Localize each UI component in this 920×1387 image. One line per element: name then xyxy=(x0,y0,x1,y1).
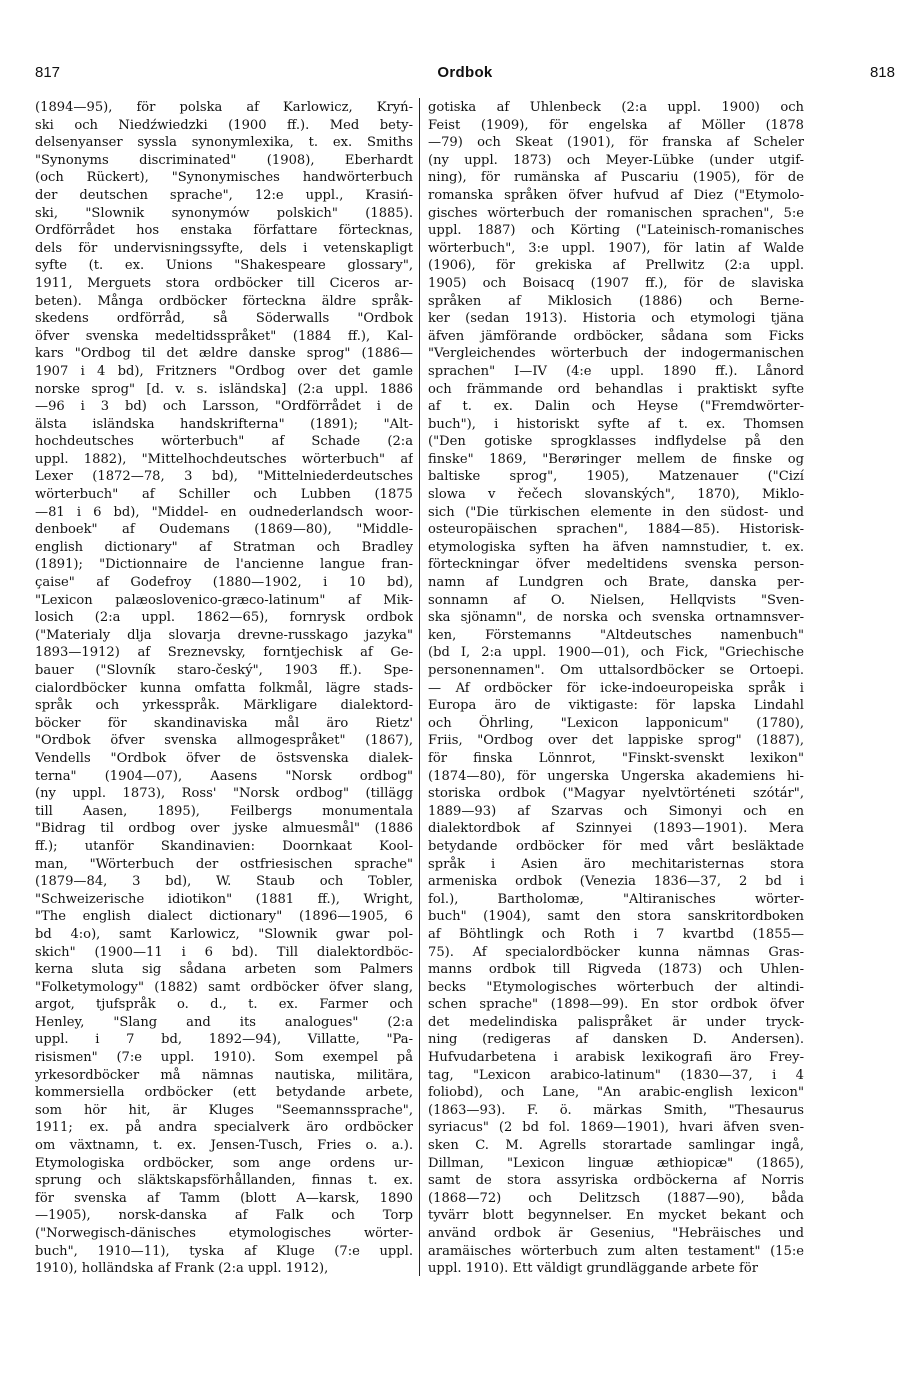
text-line: sken C. M. Agrells storartade samlingar ingå, xyxy=(428,1138,804,1154)
text-line: —1905), norsk-danska af Falk och Torp xyxy=(35,1208,413,1224)
text-line: uppl. 1882), "Mittelhochdeutsches wörterbuch" af xyxy=(35,451,413,467)
text-column-right xyxy=(428,99,804,1279)
text-line: 1911, Merguets stora ordböcker till Ciceros ar- xyxy=(35,275,413,291)
text-line: (1891); "Dictionnaire de l'ancienne langue fran- xyxy=(35,557,413,573)
text-line: Lexer (1872—78, 3 bd), "Mittelniederdeutsches xyxy=(35,469,413,485)
text-line: schen sprache" (1898—99). En stor ordbok öfver xyxy=(428,997,804,1013)
text-line: (ny uppl. 1873), Ross' "Norsk ordbog" (tillägg xyxy=(35,786,413,802)
text-line: älsta isländska handskrifterna" (1891); "Alt- xyxy=(35,416,413,432)
text-line: Ordförrådet hos enstaka författare förtecknas, xyxy=(35,223,413,239)
text-line: samt de stora assyriska ordböckerna af Norris xyxy=(428,1173,804,1189)
text-line: ning (redigeras af dansken D. Andersen). xyxy=(428,1032,804,1048)
text-line: uppl. 1887) och Körting ("Lateinisch-romanisches xyxy=(428,223,804,239)
text-line: Hufvudarbetena i arabisk lexikografi äro Frey- xyxy=(428,1050,804,1066)
page-number-right: 818 xyxy=(869,64,895,81)
text-line: buch", 1910—11), tyska af Kluge (7:e uppl. xyxy=(35,1243,413,1259)
text-line: Etymologiska ordböcker, som ange ordens ur- xyxy=(35,1155,413,1171)
text-line: tag, "Lexicon arabico-latinum" (1830—37, i 4 xyxy=(428,1067,804,1083)
text-line: ("Norwegisch-dänisches etymologisches wörter- xyxy=(35,1226,413,1241)
text-line: använd ordbok är Gesenius, "Hebräisches und xyxy=(428,1226,804,1241)
text-line: Vendells "Ordbok öfver de östsvenska dialek- xyxy=(35,750,413,766)
text-line: yrkesordböcker må nämnas nautiska, militära, xyxy=(35,1067,413,1083)
text-line: dels för undervisningssyfte, dels i vetenskapligt xyxy=(35,240,413,256)
text-line: ski och Niedźwiedzki (1900 ff.). Med bety- xyxy=(35,117,413,133)
text-line: (och Rückert), "Synonymisches handwörterbuch xyxy=(35,170,413,186)
text-line: språk i Asien äro mechitaristernas stora xyxy=(428,856,804,872)
text-line: der deutschen sprache", 12:e uppl., Krasiń- xyxy=(35,187,413,203)
text-line: Friis, "Ordbog over det lappiske sprog" (1887), xyxy=(428,733,804,749)
text-line: sich ("Die türkischen elemente in den südost- und xyxy=(428,504,804,520)
text-line: osteuropäischen sprachen", 1884—85). Historisk- xyxy=(428,522,804,538)
text-line: slowa v řečech slovanských", 1870), Miklo- xyxy=(428,487,804,503)
text-line: gotiska af Uhlenbeck (2:a uppl. 1900) och xyxy=(428,100,804,115)
text-line: —96 i 3 bd) och Larsson, "Ordförrådet i de xyxy=(35,399,413,415)
text-line: ("Den gotiske sprogklasses indflydelse på den xyxy=(428,434,804,450)
text-line: ff.); utanför Skandinavien: Doornkaat Kool- xyxy=(35,838,413,854)
text-line: skich" (1900—11 i 6 bd). Till dialektordböc- xyxy=(35,944,413,960)
text-line: "Bidrag til ordbog over jyske almuesmål" (1886 xyxy=(35,821,413,837)
text-line: om växtnamn, t. ex. Jensen-Tusch, Fries o. a.). xyxy=(35,1138,413,1154)
text-line: språken af Miklosich (1886) och Berne- xyxy=(428,293,804,309)
text-line: 1911; ex. på andra specialverk äro ordböcker xyxy=(35,1120,413,1136)
text-line: betydande ordböcker för med vårt besläktade xyxy=(428,838,804,854)
text-line: Europa äro de viktigaste: för lapska Lindahl xyxy=(428,698,804,714)
text-line: losich (2:a uppl. 1862—65), fornrysk ordbok xyxy=(35,610,413,626)
text-line: af Böhtlingk och Roth i 7 kvartbd (1855— xyxy=(428,926,804,942)
text-line: romanska språken öfver hufvud af Diez ("Etymolo- xyxy=(428,187,804,203)
text-line: sonnamn af O. Nielsen, Hellqvists "Sven- xyxy=(428,592,804,608)
text-line: —79) och Skeat (1901), för franska af Scheler xyxy=(428,135,804,151)
text-line: Feist (1909), för engelska af Möller (1878 xyxy=(428,117,804,133)
text-line: baltiske sprog", 1905), Matzenauer ("Cizí xyxy=(428,469,804,485)
text-line: kars "Ordbog til det ældre danske sprog" (1886— xyxy=(35,346,413,362)
text-line: (1863—93). F. ö. märkas Smith, "Thesaurus xyxy=(428,1102,804,1118)
text-line: ken, Förstemanns "Altdeutsches namenbuch" xyxy=(428,627,804,643)
column-divider xyxy=(419,98,420,1276)
text-line: norske sprog" [d. v. s. isländska] (2:a uppl. 1886 xyxy=(35,381,413,397)
text-line: 1893—1912) af Sreznevsky, forntjechisk af Ge- xyxy=(35,645,413,661)
text-line: personennamen". Om uttalsordböcker se Ortoepi. xyxy=(428,663,804,678)
text-line: kommersiella ordböcker (ett betydande arbete, xyxy=(35,1085,413,1101)
text-line: ning), för rumänska af Puscariu (1905), för de xyxy=(428,170,804,186)
text-line: storiska ordbok ("Magyar nyelvtörténeti szótár", xyxy=(428,786,804,802)
text-line: etymologiska syften ha äfven namnstudier, t. ex. xyxy=(428,539,804,555)
text-line: hochdeutsches wörterbuch" af Schade (2:a xyxy=(35,434,413,450)
text-line: "The english dialect dictionary" (1896—1905, 6 xyxy=(35,909,413,925)
text-line: språk och yrkesspråk. Märkligare dialektord- xyxy=(35,698,413,714)
text-line: och främmande ord behandlas i praktiskt syfte xyxy=(428,381,804,397)
text-line: böcker för skandinaviska mål äro Rietz' xyxy=(35,715,413,731)
text-line: foliobd), och Lane, "An arabic-english lexicon" xyxy=(428,1085,804,1101)
text-line: (1879—84, 3 bd), W. Staub och Tobler, xyxy=(35,874,413,890)
text-line: çaise" af Godefroy (1880—1902, i 10 bd), xyxy=(35,575,413,591)
text-line: (1906), för grekiska af Prellwitz (2:a uppl. xyxy=(428,258,804,274)
text-line: (1868—72) och Delitzsch (1887—90), båda xyxy=(428,1190,804,1206)
text-line: äfven jämförande ordböcker, sådana som Ficks xyxy=(428,328,804,344)
text-line: 1905) och Boisacq (1907 ff.), för de slaviska xyxy=(428,275,804,291)
text-line: 1907 i 4 bd), Fritzners "Ordbog over det gamle xyxy=(35,363,413,379)
text-line: bd 4:o), samt Karlowicz, "Slownik gwar pol- xyxy=(35,926,413,942)
text-line: ("Materialy dlja slovarja drevne-russkago jazyka" xyxy=(35,627,413,643)
text-line: "Folketymology" (1882) samt ordböcker öfver slang, xyxy=(35,979,413,995)
text-line: bauer ("Slovník staro-český", 1903 ff.). Spe- xyxy=(35,663,413,678)
text-line: uppl. 1910). Ett väldigt grundläggande arbete för xyxy=(428,1261,759,1277)
text-column-left xyxy=(35,99,413,1279)
text-line: sprachen" I—IV (4:e uppl. 1890 ff.). Lånord xyxy=(428,363,804,379)
text-line: ker (sedan 1913). Historia och etymologi tjäna xyxy=(428,311,804,327)
text-line: gisches wörterbuch der romanischen sprachen", 5:e xyxy=(428,205,804,221)
text-line: argot, tjufspråk o. d., t. ex. Farmer och xyxy=(35,997,413,1013)
text-line: wörterbuch" af Schiller och Lubben (1875 xyxy=(35,487,413,503)
text-line: kerna sluta sig sådana arbeten som Palmers xyxy=(35,962,413,978)
text-line: för svenska af Tamm (blott A—karsk, 1890 xyxy=(35,1190,413,1206)
text-line: ska sjönamn", de norska och svenska ortnamnsver- xyxy=(428,610,804,626)
text-line: Henley, "Slang and its analogues" (2:a xyxy=(35,1014,413,1030)
text-line: "Ordbok öfver svenska allmogespråket" (1867), xyxy=(35,733,413,749)
text-line: wörterbuch", 3:e uppl. 1907), för latin af Walde xyxy=(428,240,804,256)
text-line: öfver svenska medeltidsspråket" (1884 ff.), Kal- xyxy=(35,328,413,344)
page-header xyxy=(35,64,895,86)
text-line: och Öhrling, "Lexicon lapponicum" (1780), xyxy=(428,715,804,731)
text-line: syriacus" (2 bd fol. 1869—1901), hvari äfven sven- xyxy=(428,1120,804,1136)
text-line: aramäisches wörterbuch zum alten testament" (15:e xyxy=(428,1243,804,1259)
text-line: uppl. i 7 bd, 1892—94), Villatte, "Pa- xyxy=(35,1032,413,1048)
text-line: "Lexicon palæoslovenico-græco-latinum" af Mik- xyxy=(35,592,413,608)
text-line: syfte (t. ex. Unions "Shakespeare glossary", xyxy=(35,258,413,274)
text-line: buch"), i historiskt syfte af t. ex. Thomsen xyxy=(428,416,804,432)
text-line: man, "Wörterbuch der ostfriesischen sprache" xyxy=(35,856,413,872)
text-line: "Synonyms discriminated" (1908), Eberhardt xyxy=(35,152,413,168)
text-line: skedens ordförråd, så Söderwalls "Ordbok xyxy=(35,311,413,327)
text-line: — Af ordböcker för icke-indoeuropeiska språk i xyxy=(428,680,804,696)
text-line: risismen" (7:e uppl. 1910). Som exempel på xyxy=(35,1050,413,1066)
text-line: sprung och släktskapsförhållanden, finnas t. ex. xyxy=(35,1173,413,1189)
text-line: (1894—95), för polska af Karlowicz, Kryń- xyxy=(35,100,413,115)
text-line: "Schweizerische idiotikon" (1881 ff.), Wright, xyxy=(35,891,413,907)
text-line: till Aasen, 1895), Feilbergs monumentala xyxy=(35,803,413,819)
text-line: förteckningar öfver medeltidens svenska person- xyxy=(428,557,804,573)
text-line: 1889—93) af Szarvas och Simonyi och en xyxy=(428,803,804,819)
page-number-left: 817 xyxy=(35,64,61,81)
text-line: armeniska ordbok (Venezia 1836—37, 2 bd i xyxy=(428,874,804,890)
text-line: delsenyanser syssla synonymlexika, t. ex. Smiths xyxy=(35,135,413,151)
text-line: —81 i 6 bd), "Middel- en oudnederlandsch woor- xyxy=(35,504,413,520)
text-line: som hör hit, är Kluges "Seemannssprache", xyxy=(35,1102,413,1118)
text-line: Dillman, "Lexicon linguæ æthiopicæ" (1865), xyxy=(428,1155,804,1171)
text-line: 1910), holländska af Frank (2:a uppl. 1912), xyxy=(35,1261,329,1277)
text-line: för finska Lönnrot, "Finskt-svenskt lexikon" xyxy=(428,750,804,766)
text-line: cialordböcker kunna omfatta folkmål, lägre stads- xyxy=(35,680,413,696)
running-title: Ordbok xyxy=(437,64,493,81)
text-line: namn af Lundgren och Brate, danska per- xyxy=(428,575,804,591)
text-line: buch" (1904), samt den stora sanskritordboken xyxy=(428,909,804,925)
text-line: ski, "Slownik synonymów polskich" (1885). xyxy=(35,205,413,221)
text-line: dialektordbok af Szinnyei (1893—1901). Mera xyxy=(428,821,804,837)
text-line: "Vergleichendes wörterbuch der indogermanischen xyxy=(428,346,804,362)
text-line: det medelindiska palispråket är under tryck- xyxy=(428,1014,804,1030)
text-line: (ny uppl. 1873) och Meyer-Lübke (under utgif- xyxy=(428,152,804,168)
text-line: af t. ex. Dalin och Heyse ("Fremdwörter- xyxy=(428,399,804,415)
text-line: (1874—80), för ungerska Ungerska akademiens hi- xyxy=(428,768,804,784)
text-line: beten). Många ordböcker förteckna äldre språk- xyxy=(35,293,413,309)
text-line: tyvärr blott begynnelser. En mycket bekant och xyxy=(428,1208,804,1224)
text-line: terna" (1904—07), Aasens "Norsk ordbog" xyxy=(35,768,413,784)
text-line: (bd I, 2:a uppl. 1900—01), och Fick, "Griechische xyxy=(428,645,804,661)
text-line: becks "Etymologisches wörterbuch der altindi- xyxy=(428,979,804,995)
text-line: 75). Af specialordböcker kunna nämnas Gras- xyxy=(428,944,804,960)
text-line: denboek" af Oudemans (1869—80), "Middle- xyxy=(35,522,413,538)
text-line: finske" 1869, "Berøringer mellem de finske og xyxy=(428,451,804,467)
text-line: manns ordbok till Rigveda (1873) och Uhlen- xyxy=(428,962,804,978)
text-line: fol.), Bartholomæ, "Altiranisches wörter- xyxy=(428,891,804,907)
text-line: english dictionary" af Stratman och Bradley xyxy=(35,539,413,555)
